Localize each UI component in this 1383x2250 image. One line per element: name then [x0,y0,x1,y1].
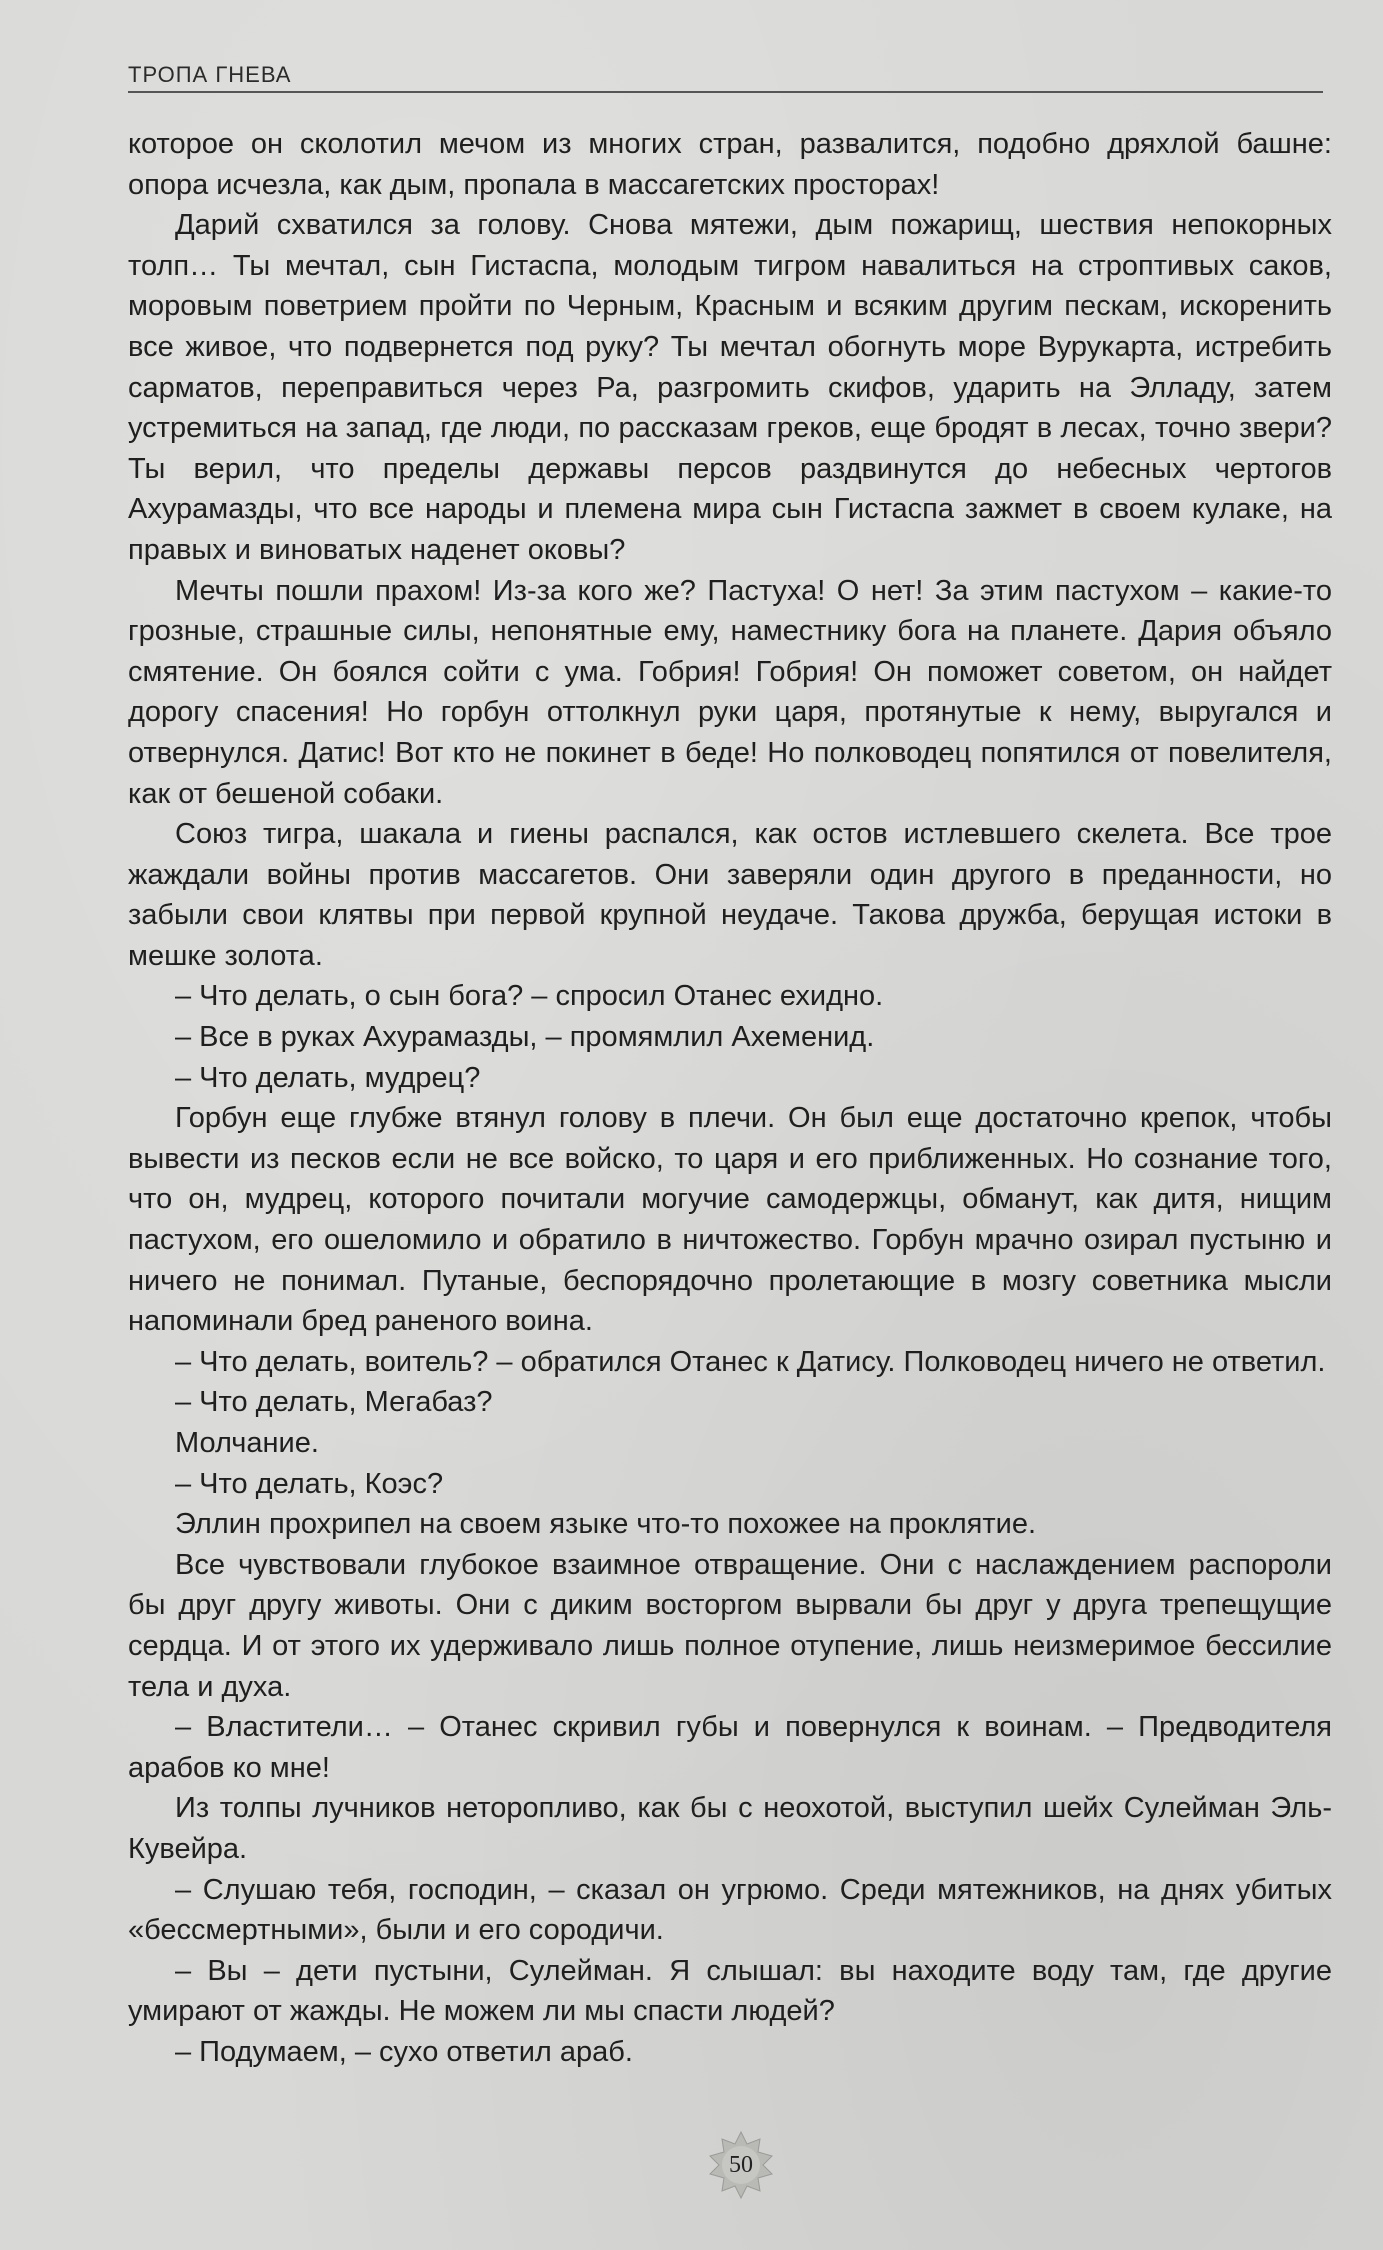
paragraph: Молчание. [175,1427,319,1459]
paragraph: – Все в руках Ахурамазды, – промямлил Ахеменид. [175,1021,875,1054]
paragraph: – Что делать, о сын бога? – спросил Отанес ехидно. [175,980,884,1013]
paragraph: Из толпы лучников неторопливо, как бы с неохотой, выступил шейх Сулейман Эль-Кувейра. [128,1792,1332,1865]
paragraph: Дарий схватился за голову. Снова мятежи, дым пожарищ, шествия непокорных толп… Ты мечтал, сын Гистаспа, молодым тигром навалиться на строптивых саков, моровым поветрием пройти по Черным, Красным и всяким другим пескам, искоренить все живое, что подвернется под руку? Ты мечтал обогнуть море Вурукарта, истребить сарматов, переправиться через Ра, разгромить скифов, ударить на Элладу, затем устремиться на запад, где люди, по рассказам греков, еще бродят в лесах, точно звери? Ты верил, что пределы державы персов раздвинутся до небесных чертогов Ахурамазды, что все народы и племена мира сын Гистаспа зажмет в своем кулаке, на правых и виноватых наденет оковы? [128,209,1332,566]
running-head: ТРОПА ГНЕВА [128,62,292,87]
paragraph: – Что делать, мудрец? [175,1061,481,1094]
paragraph: – Подумаем, – сухо ответил араб. [175,2035,633,2068]
paragraph: которое он сколотил мечом из многих стран, развалится, подобно дряхлой башне: опора исчезла, как дым, пропала в массагетских просторах! [128,128,1332,201]
paragraph: – Вы – дети пустыни, Сулейман. Я слышал: вы находите воду там, где другие умирают от жажды. Не можем ли мы спасти людей? [128,1954,1332,2028]
paragraph: Мечты пошли прахом! Из-за кого же? Пастуха! О нет! За этим пастухом – какие-то грозные, страшные силы, непонятные ему, наместнику бога на планете. Дария объяло смятение. Он боялся сойти с ума. Гобрия! Гобрия! Он поможет советом, он найдет дорогу спасения! Но горбун оттолкнул руки царя, протянутые к нему, выругался и отвернулся. Датис! Вот кто не покинет в беде! Но полководец попятился от повелителя, как от бешеной собаки. [128,574,1332,810]
paragraph: – Что делать, воитель? – обратился Отанес к Датису. Полководец ничего не ответил. [175,1345,1326,1378]
paragraph: – Властители… – Отанес скривил губы и повернулся к воинам. – Предводителя арабов ко мне! [128,1711,1332,1784]
paragraph: Союз тигра, шакала и гиены распался, как остов истлевшего скелета. Все трое жаждали войны против массагетов. Они заверяли один другого в преданности, но забыли свои клятвы при первой крупной неудаче. Такова дружба, берущая истоки в мешке золота. [128,818,1332,972]
paragraph: Горбун еще глубже втянул голову в плечи. Он был еще достаточно крепок, чтобы вывести из песков если не все войско, то царя и его приближенных. Но сознание того, что он, мудрец, которого почитали могучие самодержцы, обманут, как дитя, нищим пастухом, его ошеломило и обратило в ничтожество. Горбун мрачно озирал пустыню и ничего не понимал. Путаные, беспорядочно пролетающие в мозгу советника мысли напоминали бред раненого воина. [128,1102,1332,1338]
page-number: 50 [729,2152,753,2178]
paragraph: Эллин прохрипел на своем языке что-то похожее на проклятие. [175,1508,1037,1541]
page-number-badge [706,2130,776,2200]
header-rule [128,91,1323,93]
body-text [128,124,1332,2073]
paragraph: – Что делать, Коэс? [175,1467,444,1500]
paragraph: – Слушаю тебя, господин, – сказал он угрюмо. Среди мятежников, на днях убитых «бессмертными», были и его сородичи. [128,1873,1332,1947]
paragraph: Все чувствовали глубокое взаимное отвращение. Они с наслаждением распороли бы друг другу животы. Они с диким восторгом вырвали бы друг у друга трепещущие сердца. И от этого их удерживало лишь полное отупение, лишь неизмеримое бессилие тела и духа. [128,1548,1332,1703]
paragraph: – Что делать, Мегабаз? [175,1386,493,1419]
